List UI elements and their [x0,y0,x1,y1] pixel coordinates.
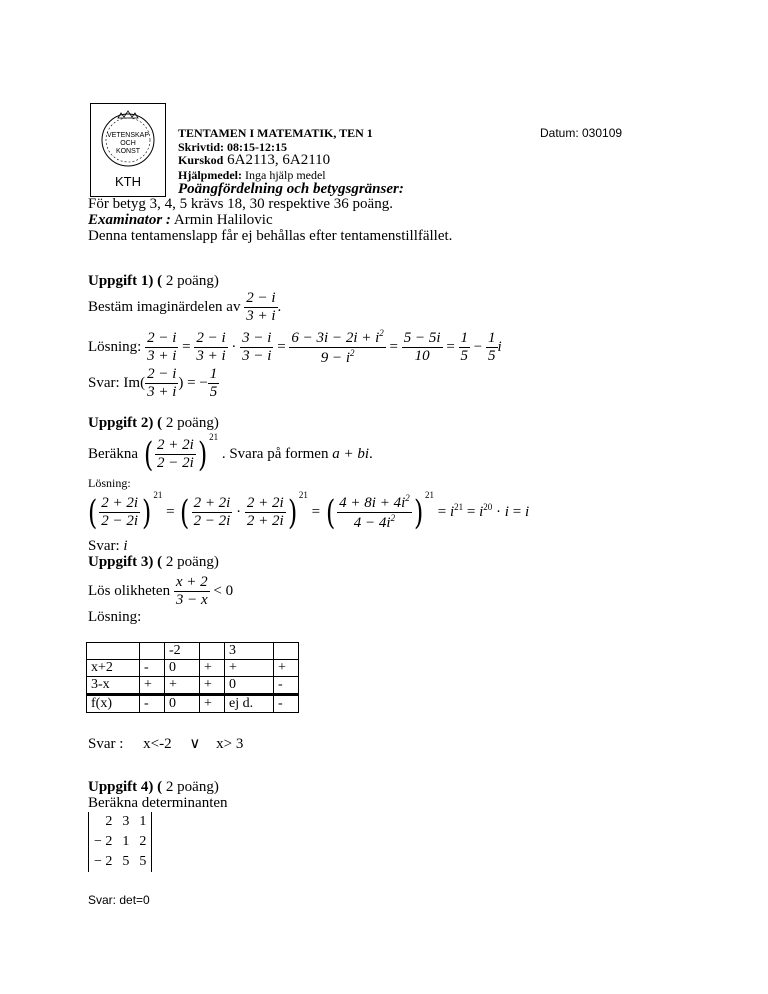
examiner-line [88,212,273,229]
examiner-label: Examinator : [88,212,171,228]
svg-text:VETENSKAP: VETENSKAP [106,132,150,139]
aids-label: Hjälpmedel: [178,168,242,182]
determinant-matrix [88,812,152,872]
task1-prompt: Bestäm imaginärdelen av $\frac{2 - i}{3 + i}$ . [88,290,282,325]
sign-table-row: x+2 - 0 + + + [87,660,299,677]
sign-table-row: 3-x + + + 0 - [87,677,299,695]
task3-heading: Uppgift 3) ( 2 poäng) [88,554,219,570]
task1-solution: Lösning: $\frac{2 - i}{3 + i}$ = $\frac{2 - i}{3 + i}$ · $\frac{3 - i}{3 - i}$ = $\frac{6 - 3i - 2i + i^2}{9 - i^2}$ = $\frac{5 - 5i}{10}$ = $\frac{1}{5}$ − $\frac{1}{5}$ i [88,328,502,367]
svg-text:KTH: KTH [115,174,141,189]
aids-value: Inga hjälp medel [245,168,326,182]
task3-solution-label: Lösning: [88,609,142,625]
course-code-label: Kurskod [178,153,224,167]
examiner-name: Armin Halilovic [173,212,273,228]
task4-prompt: Beräkna determinanten [88,795,228,811]
svg-text:OCH: OCH [120,140,136,147]
kth-logo [90,103,166,197]
sign-table [86,642,299,713]
task4-answer: Svar: det=0 [88,893,150,907]
task3-prompt: Lös olikheten $\frac{x + 2}{3 - x}$ < 0 [88,574,234,609]
exam-note: Denna tentamenslapp får ej behållas efter tentamenstillfället. [88,228,453,244]
task1-answer: Svar: Im( $\frac{2 - i}{3 + i}$ ) = − $\frac{1}{5}$ [88,366,218,401]
exam-title: TENTAMEN I MATEMATIK, TEN 1 [178,126,373,140]
task3-answer: Svar : x<-2 ∨ x> 3 [88,736,244,752]
sign-table-row: f(x) - 0 + ej d. - [87,695,299,713]
task2-prompt: Beräkna ( $\frac{2 + 2i}{2 - 2i}$ ) $^{21}$ . Svara på formen a + bi. [88,432,373,475]
task4-heading: Uppgift 4) ( 2 poäng) [88,779,219,795]
matrix-row: 2 3 1 [105,814,147,829]
task2-answer: Svar: i [88,538,128,554]
task1-heading: Uppgift 1) ( 2 poäng) [88,273,219,289]
exam-date: Datum: 030109 [540,126,623,140]
course-code-line [178,152,330,169]
kth-seal-icon [91,104,165,196]
task1-fraction: $\frac{2 - i}{3 + i}$ [246,290,276,325]
grading-heading: Poängfördelning och betygsgränser: [178,181,404,197]
grading-text: För betyg 3, 4, 5 krävs 18, 30 respektive 36 poäng. [88,196,393,212]
matrix-row: − 2 1 2 [94,834,147,849]
exam-time: Skrivtid: 08:15-12:15 [178,140,287,154]
task2-solution-label: Lösning: [88,476,131,490]
matrix-row: − 2 5 5 [94,854,147,869]
sign-table-row: -2 3 [87,643,299,660]
task2-solution: ( $\frac{2 + 2i}{2 - 2i}$ ) $^{21}$ = ( $\frac{2 + 2i}{2 - 2i}$ · $\frac{2 + 2i}{2 + 2i}$ ) $^{21}$ = ( $\frac{4 + 8i + 4i^2}{4 - 4i^2}$ ) $^{21} = i^{21} = i^{20} \cdot i = i$ [87,490,530,533]
course-codes: 6A2113, 6A2110 [227,152,331,168]
svg-text:KONST: KONST [115,148,141,155]
task2-heading: Uppgift 2) ( 2 poäng) [88,415,219,431]
